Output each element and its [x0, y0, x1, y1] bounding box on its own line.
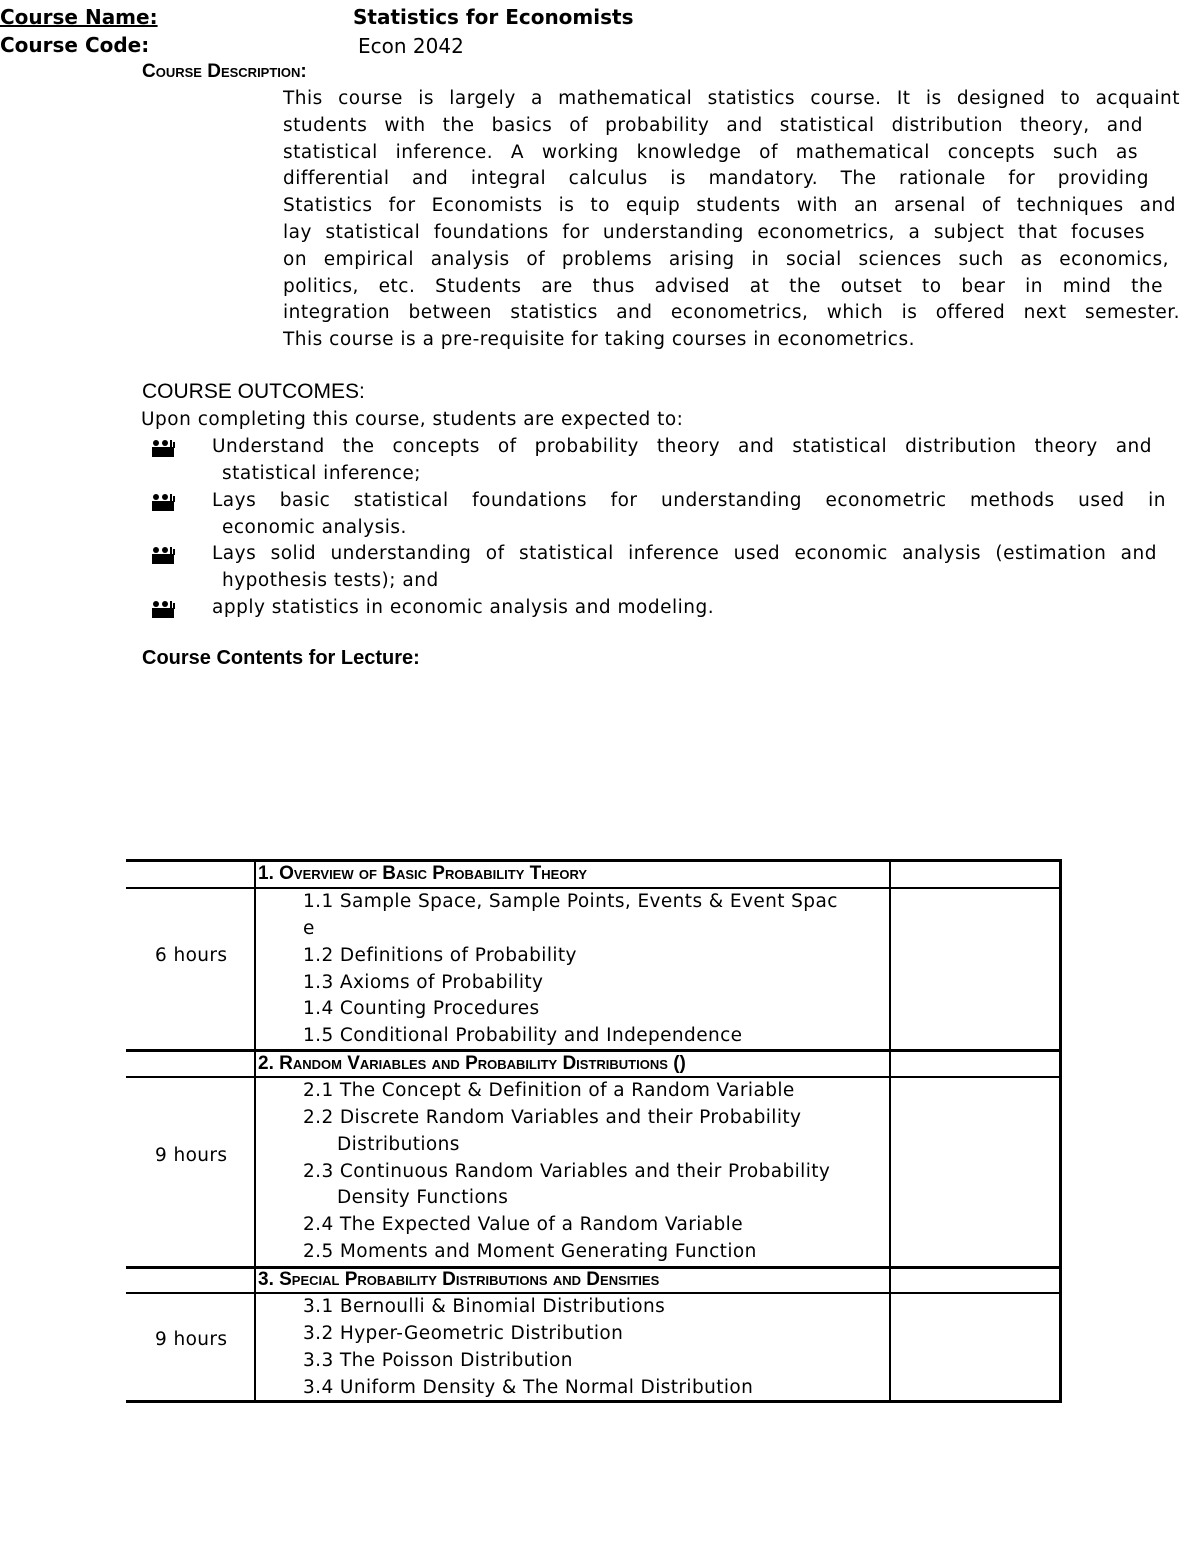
course-name-value: Statistics for Economists	[353, 5, 634, 29]
description-line: statistical inference. A working knowledge of mathematical concepts such as	[283, 141, 1138, 163]
course-contents-heading: Course Contents for Lecture:	[142, 647, 420, 669]
course-outcomes-intro: Upon completing this course, students are expected to:	[141, 409, 684, 430]
topic-item: 2.3 Continuous Random Variables and their Probability	[303, 1161, 831, 1182]
people-bullet-icon	[150, 492, 176, 516]
section-hours: 9 hours	[155, 1145, 228, 1166]
table-rule	[126, 1076, 1062, 1078]
topic-item: 1.1 Sample Space, Sample Points, Events & Event Spac	[303, 891, 838, 912]
people-bullet-icon	[150, 599, 176, 623]
course-outcomes-heading: COURSE OUTCOMES:	[142, 380, 365, 403]
topic-item: 3.2 Hyper-Geometric Distribution	[303, 1323, 624, 1344]
table-rule	[254, 859, 256, 1403]
course-code-label: Course Code:	[0, 33, 150, 57]
topic-item: 2.1 The Concept & Definition of a Random Variable	[303, 1080, 795, 1101]
section-title: 3. Special Probability Distributions and Densities	[258, 1269, 660, 1290]
topic-item: 1.4 Counting Procedures	[303, 998, 540, 1019]
topic-item: 3.1 Bernoulli & Binomial Distributions	[303, 1296, 666, 1317]
description-line: integration between statistics and econometrics, which is offered next semester.	[283, 302, 1180, 324]
description-line: lay statistical foundations for understanding econometrics, a subject that focuses	[283, 221, 1145, 243]
table-rule	[126, 1049, 1062, 1052]
description-line: politics, etc. Students are thus advised at the outset to bear in mind the	[283, 275, 1163, 297]
topic-item: 1.3 Axioms of Probability	[303, 972, 544, 993]
outcome-item: Understand the concepts of probability theory and statistical distribution theory and statistical inference;	[212, 436, 1152, 484]
table-rule	[889, 859, 891, 1403]
description-line: This course is a pre-requisite for taking courses in econometrics.	[283, 329, 915, 351]
topic-item: 1.5 Conditional Probability and Independence	[303, 1025, 743, 1046]
table-rule	[126, 887, 1062, 889]
people-bullet-icon	[150, 438, 176, 462]
table-rule	[1059, 859, 1062, 1403]
course-code-value: Econ 2042	[358, 34, 464, 58]
description-line: on empirical analysis of problems arising in social sciences such as economics,	[283, 248, 1169, 270]
topic-item: 1.2 Definitions of Probability	[303, 945, 577, 966]
topic-item: e	[303, 918, 315, 939]
section-title: 2. Random Variables and Probability Distributions ()	[258, 1053, 686, 1074]
people-bullet-icon	[150, 545, 176, 569]
course-name-label: Course Name:	[0, 5, 158, 29]
topic-item: 2.5 Moments and Moment Generating Function	[303, 1241, 757, 1262]
table-rule	[126, 1292, 1062, 1294]
topic-item: Distributions	[337, 1134, 460, 1155]
topic-item: 2.4 The Expected Value of a Random Variable	[303, 1214, 743, 1235]
description-line: differential and integral calculus is mandatory. The rationale for providing	[283, 168, 1149, 190]
outcome-item: apply statistics in economic analysis and modeling.	[212, 597, 715, 618]
description-line: Statistics for Economists is to equip students with an arsenal of techniques and	[283, 195, 1176, 217]
course-description-body	[283, 86, 1180, 354]
topic-item: 3.4 Uniform Density & The Normal Distribution	[303, 1377, 754, 1398]
table-rule	[126, 1400, 1062, 1403]
section-title: 1. Overview of Basic Probability Theory	[258, 863, 588, 884]
topic-item: 2.2 Discrete Random Variables and their Probability	[303, 1107, 802, 1128]
section-hours: 9 hours	[155, 1329, 228, 1350]
topic-item: Density Functions	[337, 1187, 509, 1208]
description-line: This course is largely a mathematical statistics course. It is designed to acquaint	[283, 88, 1180, 109]
course-description-heading: Course Description:	[142, 61, 307, 82]
outcome-item: Lays solid understanding of statistical inference used economic analysis (estimation and hypothesis tests); and	[212, 543, 1157, 591]
topic-item: 3.3 The Poisson Distribution	[303, 1350, 573, 1371]
table-rule	[126, 859, 1062, 862]
description-line: students with the basics of probability and statistical distribution theory, and	[283, 114, 1143, 136]
section-hours: 6 hours	[155, 945, 228, 966]
outcome-item: Lays basic statistical foundations for understanding econometric methods used in economic analysis.	[212, 490, 1166, 538]
